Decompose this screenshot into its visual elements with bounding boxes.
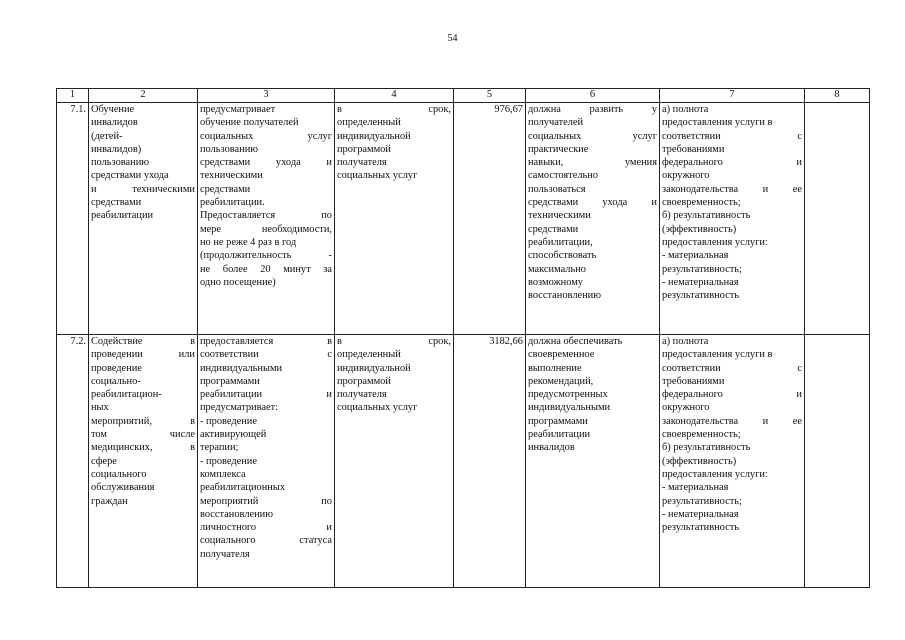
service-name-cell: Содействие в проведении или проведение социально- реабилитацион- ных мероприятий, в том числе медицинских, в сфере социального обслуживания граждан — [89, 335, 198, 588]
column-header: 1 — [57, 89, 89, 103]
service-description-cell: предоставляется в соответствии с индивидуальными программами реабилитации и предусматривает: - проведение активирующей терапии; - проведение комплекса реабилитационных мероприятий по восстановлению личностного и социального статуса получателя — [198, 335, 335, 588]
column-header: 2 — [89, 89, 198, 103]
cost-cell: 3182,66 — [454, 335, 526, 588]
page-number: 54 — [447, 33, 458, 44]
result-cell: должна обеспечивать своевременное выполнение рекомендаций, предусмотренных индивидуальными программами реабилитации инвалидов — [526, 335, 660, 588]
column-header: 6 — [526, 89, 660, 103]
notes-cell — [805, 103, 870, 335]
column-header: 8 — [805, 89, 870, 103]
cost-cell: 976,67 — [454, 103, 526, 335]
notes-cell — [805, 335, 870, 588]
service-description-cell: предусматривает обучение получателей социальных услуг пользованию средствами ухода и техническими средствами реабилитации. Предоставляется по мере необходимости, но не реже 4 раз в год (продолжительность - не более 20 минут за одно посещение) — [198, 103, 335, 335]
column-header: 4 — [335, 89, 454, 103]
column-header: 3 — [198, 89, 335, 103]
table-row — [57, 335, 870, 588]
row-number: 7.2. — [57, 335, 89, 588]
column-header: 7 — [660, 89, 805, 103]
quality-indicators-cell: а) полнота предоставления услуги в соответствии с требованиями федерального и окружного законодательства и ее своевременность; б) результативность (эффективность) предоставления услуги: - материальная результативность; - нематериальная результативность — [660, 103, 805, 335]
header-row — [57, 89, 870, 103]
column-header: 5 — [454, 89, 526, 103]
quality-indicators-cell: а) полнота предоставления услуги в соответствии с требованиями федерального и окружного законодательства и ее своевременность; б) результативность (эффективность) предоставления услуги: - материальная результативность; - нематериальная результативность — [660, 335, 805, 588]
term-cell: в срок, определенный индивидуальной программой получателя социальных услуг — [335, 335, 454, 588]
result-cell: должна развить у получателей социальных услуг практические навыки, умения самостоятельно пользоваться средствами ухода и техническими средствами реабилитации, способствовать максимально возможному восстановлению — [526, 103, 660, 335]
term-cell: в срок, определенный индивидуальной программой получателя социальных услуг — [335, 103, 454, 335]
service-name-cell: Обучение инвалидов (детей- инвалидов) пользованию средствами ухода и техническими средствами реабилитации — [89, 103, 198, 335]
row-number: 7.1. — [57, 103, 89, 335]
services-table — [56, 88, 870, 588]
table-row — [57, 103, 870, 335]
